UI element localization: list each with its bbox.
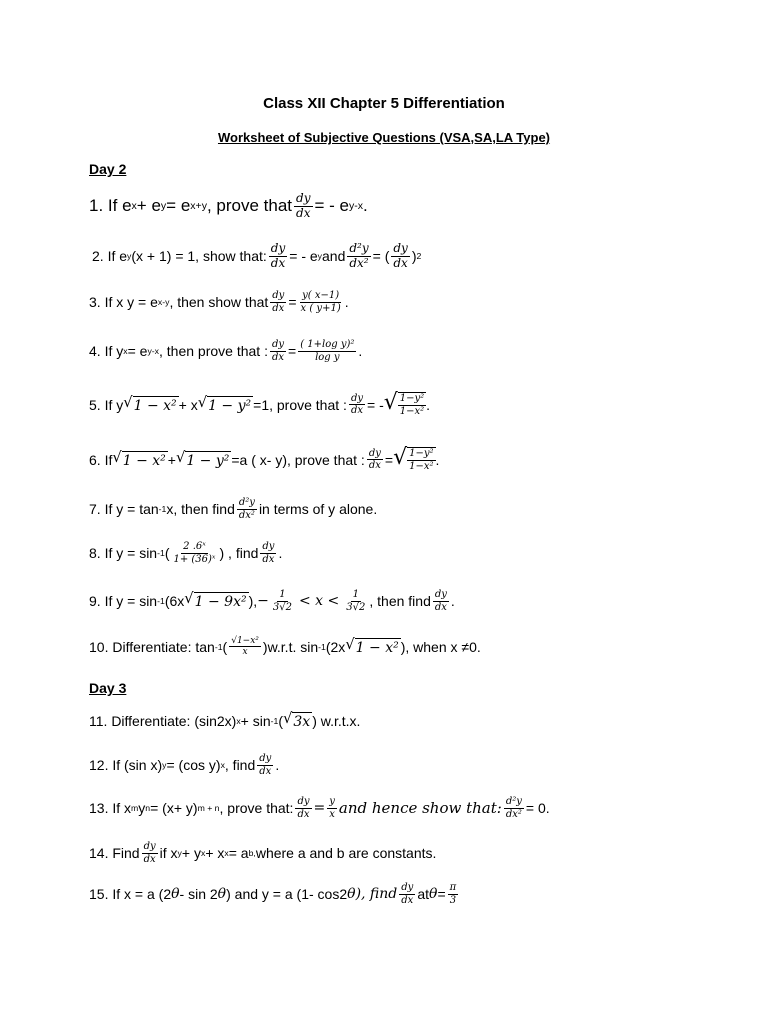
fraction-dy-dx: $\frac{dy}{dx}$ (262, 541, 275, 565)
day-2-heading: Day 2 (89, 161, 127, 177)
fraction-d2y-dx2: $\frac{\text{d²y}}{\text{dx²}}$ (349, 241, 369, 270)
page-subtitle: Worksheet of Subjective Questions (VSA,SA,LA Type) (217, 130, 551, 145)
question-12: 12. If (sin x) y = (cos y) x , find $\frac{dy}{dx}$ . (89, 753, 280, 777)
fraction-2-6x: $\frac{\text{2 .6ˣ}}{\text{1+ (36)ˣ}}$ (173, 541, 216, 565)
fraction-dy-dx: $\frac{dy}{dx}$ (270, 241, 286, 270)
question-1: 1. If e x + e y = e x+y , prove that $\frac{dy}{dx}$ = - e y-x . (89, 191, 368, 220)
fraction-dy-dx: $\frac{dy}{dx}$ (271, 339, 285, 363)
fraction-dy-dx: $\frac{dy}{dx}$ (350, 392, 363, 416)
question-7: 7. If y = tan -1 x, then find $\frac{\text{d²y}}{\text{dx²}}$ in terms of y alone. (89, 497, 378, 521)
question-4: 4. If y x = e y-x , then prove that : $\frac{dy}{dx}$ = $\frac{\text{( 1+log y)²}}{\text{log y}}$ . (89, 339, 363, 363)
fraction-dy-dx: $\frac{dy}{dx}$ (434, 589, 447, 613)
fraction-pi-over-3: $\frac{\pi}{3}$ (449, 882, 457, 906)
question-15: 15. If x = a (2 θ - sin 2 θ ) and y = a (1- cos2 θ ), find $\frac{dy}{dx}$ at θ = $\frac{\pi}{3}$ (89, 882, 457, 906)
fraction-dy-dx: $\frac{dy}{dx}$ (393, 241, 408, 270)
fraction-dy-dx: $\frac{dy}{dx}$ (296, 191, 311, 220)
fraction-dy-dx: $\frac{dy}{dx}$ (272, 290, 285, 314)
fraction-dy-dx: $\frac{dy}{dx}$ (368, 447, 381, 471)
fraction-y-over-x: $\frac{y( x-1)}{x ( y+1)}$ (300, 290, 341, 314)
fraction-dy-dx: $\frac{dy}{dx}$ (259, 753, 272, 777)
fraction-dy-dx: $\frac{dy}{dx}$ (401, 882, 414, 906)
fraction-y-over-x-simple: $\frac{y}{x}$ (329, 796, 335, 820)
question-8: 8. If y = sin -1 ( $\frac{\text{2 .6ˣ}}{\text{1+ (36)ˣ}}$ ) , find $\frac{dy}{dx}$ . (89, 541, 283, 565)
question-9: 9. If y = sin -1 (6x √ 1 − 9x² ), − $\frac{1}{3√2}$ < x < $\frac{1}{3√2}$ , then find $\frac{dy}{dx}$ . (89, 589, 455, 613)
question-2: 2. If e y (x + 1) = 1, show that: $\frac{dy}{dx}$ = - e y and $\frac{\text{d²y}}{\text{dx²}}$ = ( $\frac{dy}{dx}$ ) 2 (92, 241, 422, 270)
question-3: 3. If x y = e x-y , then show that $\frac{dy}{dx}$ = $\frac{y( x-1)}{x ( y+1)}$ . (89, 290, 349, 314)
fraction-1-over-3sqrt2: $\frac{1}{3√2}$ (346, 589, 366, 613)
question-5: 5. If y √ 1 − x² + x √ 1 − y² =1, prove that : $\frac{dy}{dx}$ = - √ $\frac{\text{1−y²}}{\text{1−x²}}$ . (89, 390, 431, 417)
question-13: 13. If x m y n = (x+ y) m + n , prove that: $\frac{dy}{dx}$ = $\frac{y}{x}$ and hence show that: $\frac{\text{d²y}}{\text{dx²}}$ = 0. (89, 796, 550, 820)
fraction-d2y-dx2: $\frac{\text{d²y}}{\text{dx²}}$ (505, 796, 522, 820)
fraction-dy-dx: $\frac{dy}{dx}$ (143, 841, 156, 865)
day-3-heading: Day 3 (89, 680, 127, 696)
fraction-1-over-3sqrt2: $\frac{1}{3√2}$ (272, 589, 292, 613)
fraction-dy-dx: $\frac{dy}{dx}$ (297, 796, 310, 820)
question-14: 14. Find $\frac{dy}{dx}$ if x y + y x + x x = a b, where a and b are constants. (89, 841, 437, 865)
question-10: 10. Differentiate: tan -1 ( $\frac{\text{√1−x²}}{x}$ )w.r.t. sin -1 (2x √ 1 − x² ), when x ≠0. (89, 635, 481, 658)
fraction-logy: $\frac{\text{( 1+log y)²}}{\text{log y}}$ (300, 339, 355, 363)
page-title: Class XII Chapter 5 Differentiation (263, 95, 505, 112)
question-11: 11. Differentiate: (sin2x) x + sin -1 ( √ 3x ) w.r.t.x. (89, 710, 361, 730)
fraction-sqrt-over-x: $\frac{\text{√1−x²}}{x}$ (231, 636, 259, 658)
fraction-d2y-dx2: $\frac{\text{d²y}}{\text{dx²}}$ (238, 497, 255, 521)
question-6: 6. If √ 1 − x² + √ 1 − y² =a ( x- y), prove that : $\frac{dy}{dx}$ = √ $\frac{\text{1−y²}}{\text{1−x²}}$ . (89, 445, 440, 472)
